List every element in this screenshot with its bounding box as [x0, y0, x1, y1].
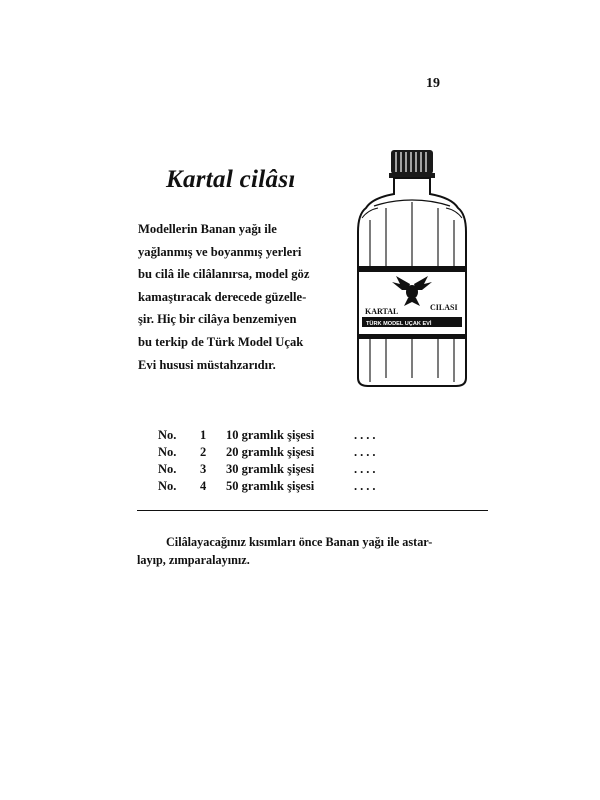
label-brand: KARTAL: [365, 307, 399, 316]
note-line: Cilâlayacağınız kısımları önce Banan yağı ile astar-: [166, 535, 433, 549]
size-number: 3: [200, 462, 207, 476]
list-item: [158, 444, 379, 461]
bottle-illustration: [348, 142, 476, 392]
leader-dots: ....: [354, 462, 379, 476]
description-line: şir. Hiç bir cilâya benzemiyen: [138, 312, 297, 327]
product-description: [138, 218, 350, 376]
size-number: 2: [200, 445, 207, 459]
size-description: 50 gramlık şişesi: [226, 479, 315, 493]
bottle-cap: [389, 150, 435, 178]
usage-note: [137, 533, 496, 569]
size-no-label: No.: [158, 479, 177, 493]
size-number: 4: [200, 479, 207, 493]
size-description: 30 gramlık şişesi: [226, 462, 315, 476]
description-line: bu cilâ ile cilâlanırsa, model göz: [138, 267, 310, 282]
description-line: yağlanmış ve boyanmış yerleri: [138, 244, 302, 259]
size-no-label: No.: [158, 462, 177, 476]
size-number: 1: [200, 428, 207, 442]
size-description: 20 gramlık şişesi: [226, 445, 315, 459]
leader-dots: ....: [354, 479, 379, 493]
divider: [137, 510, 488, 511]
label-subline: TÜRK MODEL UÇAK EVİ: [366, 321, 432, 327]
description-line: kamaştıracak derecede güzelle-: [138, 289, 307, 304]
list-item: [158, 427, 379, 444]
size-no-label: No.: [158, 445, 177, 459]
description-line: Evi hususi müstahzarıdır.: [138, 357, 276, 372]
list-item: [158, 461, 379, 478]
note-line: layıp, zımparalayınız.: [137, 553, 250, 567]
leader-dots: ....: [354, 445, 379, 459]
list-item: [158, 478, 379, 495]
label-product: CILASI: [430, 303, 458, 312]
description-line: Modellerin Banan yağı ile: [138, 222, 277, 236]
size-list: [158, 427, 379, 495]
bottle-label: [359, 272, 465, 334]
page-number: 19: [426, 76, 440, 91]
size-no-label: No.: [158, 428, 177, 442]
leader-dots: ....: [354, 428, 379, 442]
page-title: Kartal cilâsı: [166, 166, 296, 193]
size-description: 10 gramlık şişesi: [226, 428, 315, 442]
description-line: bu terkip de Türk Model Uçak: [138, 334, 304, 349]
